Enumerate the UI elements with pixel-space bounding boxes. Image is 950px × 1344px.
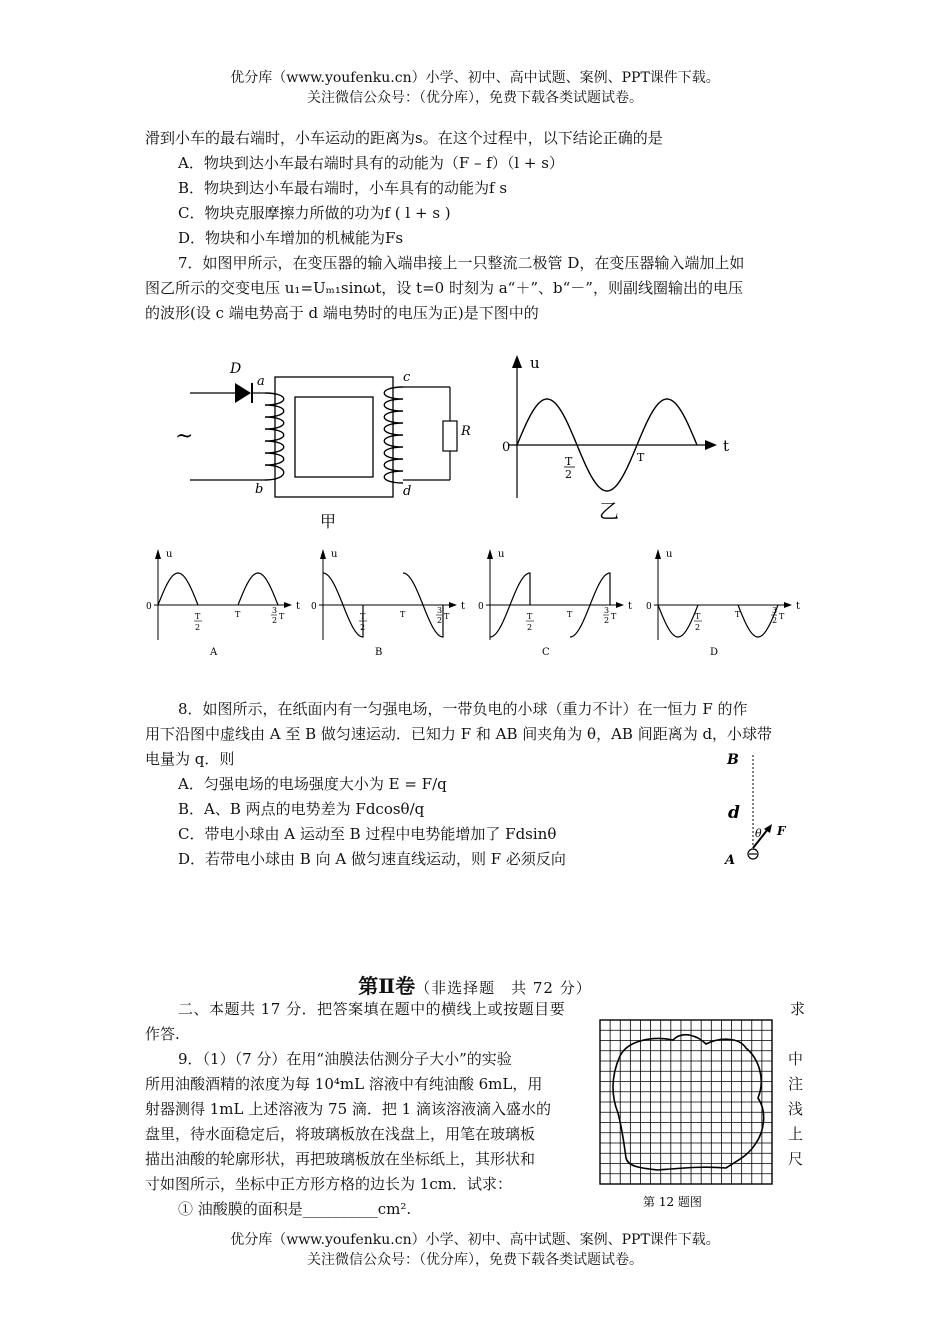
footer-line-2: 关注微信公众号：（优分库），免费下载各类试题试卷。	[307, 1252, 643, 1268]
T-label: T	[637, 451, 645, 464]
option-waveform	[658, 605, 778, 637]
option-axis-t: t	[296, 601, 301, 612]
option-origin: 0	[646, 602, 652, 612]
q9-line-6: 寸如图所示，坐标中正方形方格的边长为 1cm．试求：	[145, 1175, 512, 1193]
q8-option-a: A．匀强电场的电场强度大小为 E = F/q	[178, 775, 447, 793]
option-label: D	[710, 647, 719, 658]
option-axis-u: u	[498, 549, 505, 560]
option-T: T	[400, 610, 406, 619]
q9-line-3-end: 浅	[788, 1100, 804, 1118]
q9-line-2: 所用油酸酒精的浓度为每 10⁴mL 溶液中有纯油酸 6mL，用	[145, 1075, 543, 1093]
terminal-c-label: c	[403, 370, 411, 385]
svg-text:2: 2	[604, 616, 610, 625]
option-half-T: T	[527, 612, 533, 621]
svg-text:2: 2	[272, 616, 278, 625]
option-half-T: T	[195, 612, 201, 621]
svg-text:2: 2	[772, 616, 778, 625]
option-T: T	[235, 610, 241, 619]
option-half-T: T	[695, 612, 701, 621]
svg-text:T: T	[779, 612, 785, 621]
q9-line-5: 描出油酸的轮廓形状，再把玻璃板放在坐标纸上，其形状和	[145, 1150, 536, 1168]
electric-field-figure	[720, 745, 810, 875]
option-label: B	[375, 647, 383, 658]
q9-line-1: 9．（1）（7 分）在用“油膜法估测分子大小”的实验	[178, 1050, 512, 1068]
part-two-instructions-1: 二、本题共 17 分．把答案填在题中的横线上或按题目要	[178, 1000, 566, 1018]
answer-options-figures	[140, 545, 820, 660]
svg-text:2: 2	[527, 623, 533, 632]
part-two-subtitle: （非选择题 共 72 分）	[415, 979, 592, 997]
transformer-core	[275, 377, 393, 497]
q8-line-1: 8．如图所示，在纸面内有一匀强电场，一带负电的小球（重力不计）在一恒力 F 的作	[178, 700, 748, 718]
q9-line-3: 射器测得 1mL 上述溶液为 75 滴．把 1 滴该溶液滴入盛水的	[145, 1100, 551, 1118]
axis-u-label: u	[530, 354, 540, 372]
q6-option-b: B．物块到达小车最右端时，小车具有的动能为f s	[178, 179, 508, 197]
transformer-circuit-figure	[165, 355, 485, 535]
option-origin: 0	[478, 602, 484, 612]
part-two-instructions-2: 作答.	[145, 1025, 180, 1043]
q7-line-2: 图乙所示的交变电压 u₁=Uₘ₁sinωt，设 t=0 时刻为 a“＋”、b“－”，则副线圈输出的电压	[145, 279, 743, 297]
terminal-a-label: a	[257, 374, 265, 389]
input-waveform-figure	[495, 350, 745, 530]
grid-figure-caption: 第 12 题图	[643, 1195, 702, 1209]
option-axis-u: u	[331, 549, 338, 560]
distance-d-label: d	[728, 803, 740, 823]
q6-option-d: D．物块和小车增加的机械能为Fs	[178, 229, 404, 247]
diode-symbol	[235, 383, 251, 403]
q8-option-b: B．A、B 两点的电势差为 Fdcosθ/q	[178, 800, 425, 818]
option-label: C	[542, 647, 550, 658]
part-two-heading: 第Ⅱ卷	[358, 974, 416, 998]
point-b-label: B	[727, 752, 739, 768]
axis-t-label: t	[723, 437, 730, 455]
part-two-instructions-1-end: 求	[790, 1000, 806, 1018]
option-T: T	[735, 610, 741, 619]
option-origin: 0	[311, 602, 317, 612]
resistor-r	[443, 421, 457, 451]
option-axis-u: u	[166, 549, 173, 560]
option-axis-u: u	[666, 549, 673, 560]
svg-text:2: 2	[695, 623, 701, 632]
svg-text:T: T	[279, 612, 285, 621]
force-f-label: F	[777, 824, 786, 838]
option-axis-t: t	[796, 601, 801, 612]
option-three-half-T: 3	[272, 606, 278, 615]
q7-line-3: 的波形(设 c 端电势高于 d 端电势时的电压为正)是下图中的	[145, 304, 539, 322]
svg-text:2: 2	[437, 616, 443, 625]
q9-line-7: ① 油酸膜的面积是__________cm².	[178, 1200, 412, 1218]
q6-continuation: 滑到小车的最右端时，小车运动的距离为s。在这个过程中，以下结论正确的是	[145, 129, 663, 147]
q8-option-c: C．带电小球由 A 运动至 B 过程中电势能增加了 Fdsinθ	[178, 825, 557, 843]
option-three-half-T: 3	[772, 606, 778, 615]
svg-text:2: 2	[565, 468, 572, 481]
q9-line-4-end: 上	[788, 1125, 804, 1143]
footer-line-1: 优分库（www.youfenku.cn）小学、初中、高中试题、案例、PPT课件下载。	[230, 1232, 720, 1248]
diode-label: D	[230, 361, 242, 377]
terminal-b-label: b	[255, 482, 264, 497]
option-T: T	[567, 610, 573, 619]
half-T-label: T	[565, 455, 573, 468]
q9-line-4: 盘里，待水面稳定后，将玻璃板放在浅盘上，用笔在玻璃板	[145, 1125, 536, 1143]
svg-text:2: 2	[360, 623, 366, 632]
oil-film-grid-figure	[598, 1018, 778, 1214]
q9-line-5-end: 尺	[788, 1150, 804, 1168]
terminal-d-label: d	[403, 484, 412, 499]
option-half-T: T	[360, 612, 366, 621]
option-three-half-T: 3	[437, 606, 443, 615]
svg-text:T: T	[444, 612, 450, 621]
option-label: A	[210, 647, 218, 658]
point-a-label: A	[725, 853, 736, 868]
header-line-1: 优分库（www.youfenku.cn）小学、初中、高中试题、案例、PPT课件下载。	[230, 70, 720, 86]
q7-line-1: 7．如图甲所示，在变压器的输入端串接上一只整流二极管 D，在变压器输入端加上如	[178, 254, 745, 272]
option-axis-t: t	[628, 601, 633, 612]
q6-option-c: C．物块克服摩擦力所做的功为f ( l + s )	[178, 204, 451, 222]
option-waveform	[158, 573, 278, 605]
ac-source-symbol: ~	[175, 424, 194, 449]
origin-label: 0	[502, 440, 511, 455]
header-line-2: 关注微信公众号：（优分库），免费下载各类试题试卷。	[307, 90, 643, 106]
part-two-title	[0, 970, 950, 999]
theta-label: θ	[755, 827, 762, 840]
q9-line-1-end: 中	[788, 1050, 804, 1068]
figure-jia-label: 甲	[320, 512, 337, 531]
q8-line-2: 用下沿图中虚线由 A 至 B 做匀速运动．已知力 F 和 AB 间夹角为 θ，AB 间距离为 d，小球带	[145, 725, 773, 743]
figure-yi-label: 乙	[599, 499, 619, 523]
option-three-half-T: 3	[604, 606, 610, 615]
q8-option-d: D．若带电小球由 B 向 A 做匀速直线运动，则 F 必须反向	[178, 850, 566, 868]
svg-text:T: T	[611, 612, 617, 621]
q6-option-a: A．物块到达小车最右端时具有的动能为（F – f）（l + s）	[178, 154, 564, 172]
option-origin: 0	[146, 602, 152, 612]
option-axis-t: t	[461, 601, 466, 612]
q8-line-3: 电量为 q．则	[145, 750, 235, 768]
resistor-label: R	[461, 424, 471, 439]
q9-line-2-end: 注	[788, 1075, 804, 1093]
svg-text:2: 2	[195, 623, 201, 632]
